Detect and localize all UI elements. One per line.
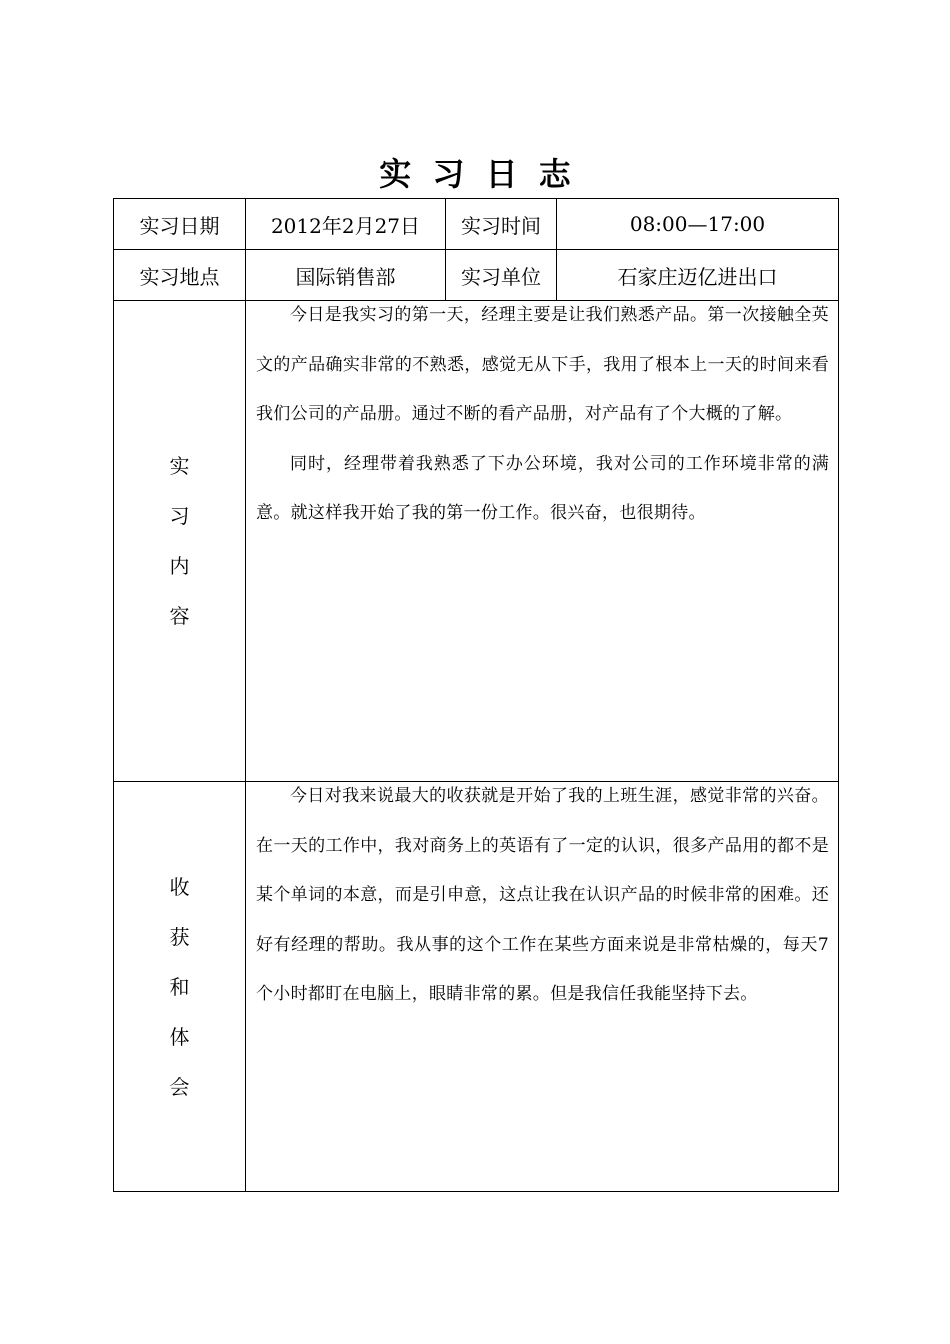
gains-paragraph: 今日对我来说最大的收获就是开始了我的上班生涯，感觉非常的兴奋。在一天的工作中，我对商务上的英语有了一定的认识，很多产品用的都不是某个单词的本意，而是引申意，这点让我在认识产品的时候非常的困难。还好有经理的帮助。我从事的这个工作在某些方面来说是非常枯燥的，每天7个小时都盯在电脑上，眼睛非常的累。但是我信任我能坚持下去。 [256,786,829,1004]
place-label: 实习地点 [114,250,246,301]
content-label [114,453,245,629]
time-value: 08:00—17:00 [557,199,839,250]
content-row [114,301,839,782]
gains-label-char: 体 [169,1024,190,1049]
content-label-char: 实 [169,454,190,478]
gains-row [114,782,839,1192]
date-value: 2012年2月27日 [246,199,446,250]
internship-log-table [113,198,839,1192]
date-label: 实习日期 [114,199,246,250]
content-paragraph: 同时，经理带着我熟悉了下办公环境，我对公司的工作环境非常的满意。就这样我开始了我的第一份工作。很兴奋，也很期待。 [256,453,829,523]
unit-label: 实习单位 [446,250,557,301]
content-label-char: 内 [169,554,190,578]
gains-text-cell [246,782,839,1192]
unit-value: 石家庄迈亿进出口 [557,250,839,301]
time-label: 实习时间 [446,199,557,250]
content-label-char: 容 [169,604,190,628]
gains-label-char: 收 [169,874,190,899]
gains-label-char: 获 [169,924,190,949]
place-value: 国际销售部 [246,250,446,301]
gains-label-char: 会 [169,1074,190,1099]
page-title: 实 习 日 志 [379,155,571,193]
gains-label-char: 和 [169,974,190,999]
content-label-char: 习 [169,504,190,528]
gains-label-cell [114,782,246,1192]
gains-label [114,874,245,1100]
content-text-cell [246,301,839,782]
date-time-row [114,199,839,250]
content-paragraph: 今日是我实习的第一天，经理主要是让我们熟悉产品。第一次接触全英文的产品确实非常的不熟悉，感觉无从下手，我用了根本上一天的时间来看我们公司的产品册。通过不断的看产品册，对产品有了个大概的了解。 [256,305,829,424]
content-label-cell [114,301,246,782]
